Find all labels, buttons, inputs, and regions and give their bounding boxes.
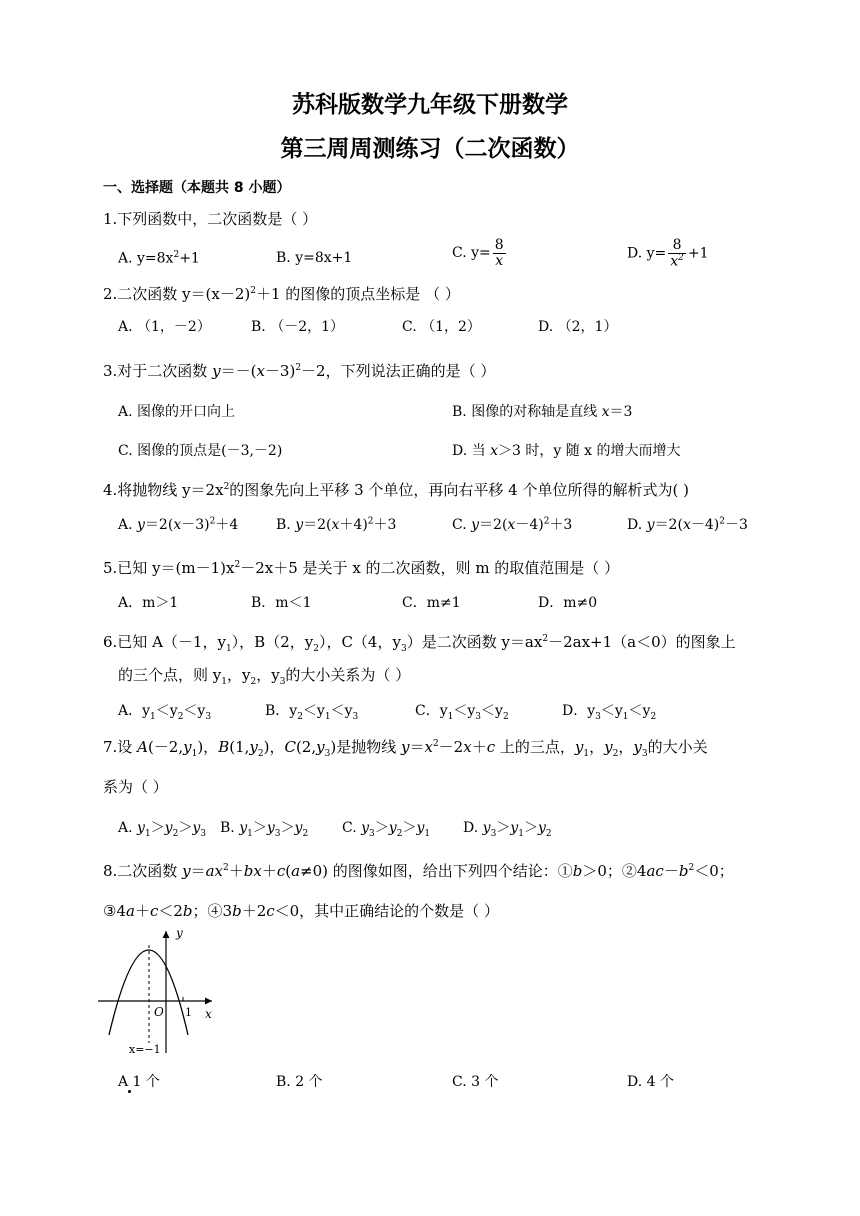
question-7-stem-line1: 7.设 $A(-2,y_1)$，$B(1,y_2)$，$C(2,y_3)$是抛物线 $y=x^2-2x+c$ 上的三点，$y_1$，$y_2$，$y_3$的大小关	[103, 738, 708, 759]
doc-title-line2: 第三周周测练习（二次函数）	[280, 136, 580, 162]
question-1-option-a: A. $y=8x^2+1$	[118, 250, 200, 267]
parabola-figure	[96, 925, 226, 1057]
tick-1-label: 1	[185, 1006, 192, 1019]
question-4-option-b: B. $y=2(x+4)^2+3$	[276, 516, 397, 533]
question-2-option-d: D. （2，1）	[538, 319, 618, 335]
question-6-option-d: D．$y_3<y_1<y_2$	[562, 703, 657, 722]
question-4-option-c: C. $y=2(x-4)^2+3$	[452, 516, 573, 533]
y-axis-label: y	[176, 926, 183, 940]
doc-title-line1: 苏科版数学九年级下册数学	[292, 92, 568, 118]
question-6-option-a: A．$y_1<y_2<y_3$	[118, 703, 212, 722]
question-7-option-b: B. $y_1>y_3>y_2$	[220, 820, 309, 839]
question-8-stem-line1: 8.二次函数 $y=ax^2+bx+c(a\ne 0)$ 的图像如图，给出下列四个结论：①b＞0；$②4ac-b^2<0$；	[103, 862, 734, 880]
section-heading: 一、选择题（本题共 8 小题）	[103, 180, 291, 196]
question-2-option-a: A. （1，－2）	[118, 319, 211, 335]
question-3-stem: 3.对于二次函数 $y=-(x-3)^2-2$，下列说法正确的是（ ）	[103, 362, 496, 380]
question-5-option-c: C．m≠1	[402, 595, 461, 611]
question-5-stem: 5.已知 $y=(m-1)x^2-2x+5$ 是关于 x 的二次函数，则 m 的取值范围是（ ）	[103, 559, 620, 577]
question-7-stem-line2: 系为（ ）	[103, 778, 168, 796]
question-5-option-d: D．m≠0	[538, 595, 598, 611]
question-3-option-a: A. 图像的开口向上	[118, 404, 236, 420]
question-1-option-c: C. y= $\frac{8}{x}$	[452, 237, 504, 269]
question-4-option-d: D. $y=2(x-4)^2-3$	[627, 516, 748, 533]
question-2-stem: 2.二次函数 $y=(x-2)^2+1$ 的图像的顶点坐标是 （ ）	[103, 285, 460, 303]
question-6-option-c: C．$y_1<y_3<y_2$	[415, 703, 509, 722]
question-8-option-b: B. 2 个	[276, 1074, 323, 1090]
symmetry-axis-label: x=−1	[129, 1043, 161, 1056]
question-8-option-d: D. 4 个	[627, 1074, 674, 1090]
question-2-option-c: C. （1，2）	[402, 319, 481, 335]
question-7-option-c: C. $y_3>y_2>y_1$	[342, 820, 431, 839]
question-7-option-a: A. $y_1>y_2>y_3$	[118, 820, 206, 839]
question-3-option-d: D. 当 x＞3 时，y 随 x 的增大而增大	[452, 443, 681, 459]
question-6-option-b: B．$y_2<y_1<y_3$	[265, 703, 359, 722]
question-8-option-c: C. 3 个	[452, 1074, 499, 1090]
question-3-option-b: B. 图像的对称轴是直线 x＝3	[452, 404, 633, 420]
question-5-option-a: A．m＞1	[118, 595, 179, 611]
x-axis-label: x	[205, 1007, 212, 1021]
origin-label: O	[154, 1005, 164, 1019]
question-1-option-d: D. y= $\frac{8}{x^2}$ +1	[627, 237, 709, 270]
question-4-option-a: A. $y=2(x-3)^2+4$	[118, 516, 239, 533]
question-8-stem-line2: ③4a＋c＜2b；④3b＋2c＜0，其中正确结论的个数是（ ）	[103, 902, 499, 920]
question-5-option-b: B．m＜1	[251, 595, 312, 611]
question-7-option-d: D. $y_3>y_1>y_2$	[463, 820, 552, 839]
question-6-stem-line1: 6.已知 A（－1，$y_1$），B（2，$y_2$），C（4，$y_3$）是二次函数 $y=ax^2-2ax+1(a<0)$的图象上	[103, 633, 736, 654]
parabola-curve	[109, 950, 188, 1035]
question-4-stem: 4.将抛物线 $y=2x^2$的图象先向上平移 3 个单位，再向右平移 4 个单位所得的解析式为( )	[103, 481, 689, 499]
question-6-stem-line2: 的三个点，则 $y_1$，$y_2$，$y_3$的大小关系为（ ）	[118, 666, 411, 687]
question-1-stem: 1.下列函数中，二次函数是（ ）	[103, 210, 318, 228]
question-3-option-c: C. 图像的顶点是(－3,－2)	[118, 443, 283, 459]
stray-dot	[128, 1090, 131, 1093]
question-8-option-a: A 1 个	[118, 1074, 160, 1090]
question-1-option-b: B. y=8x+1	[276, 250, 353, 266]
question-2-option-b: B. （－2，1）	[251, 319, 345, 335]
